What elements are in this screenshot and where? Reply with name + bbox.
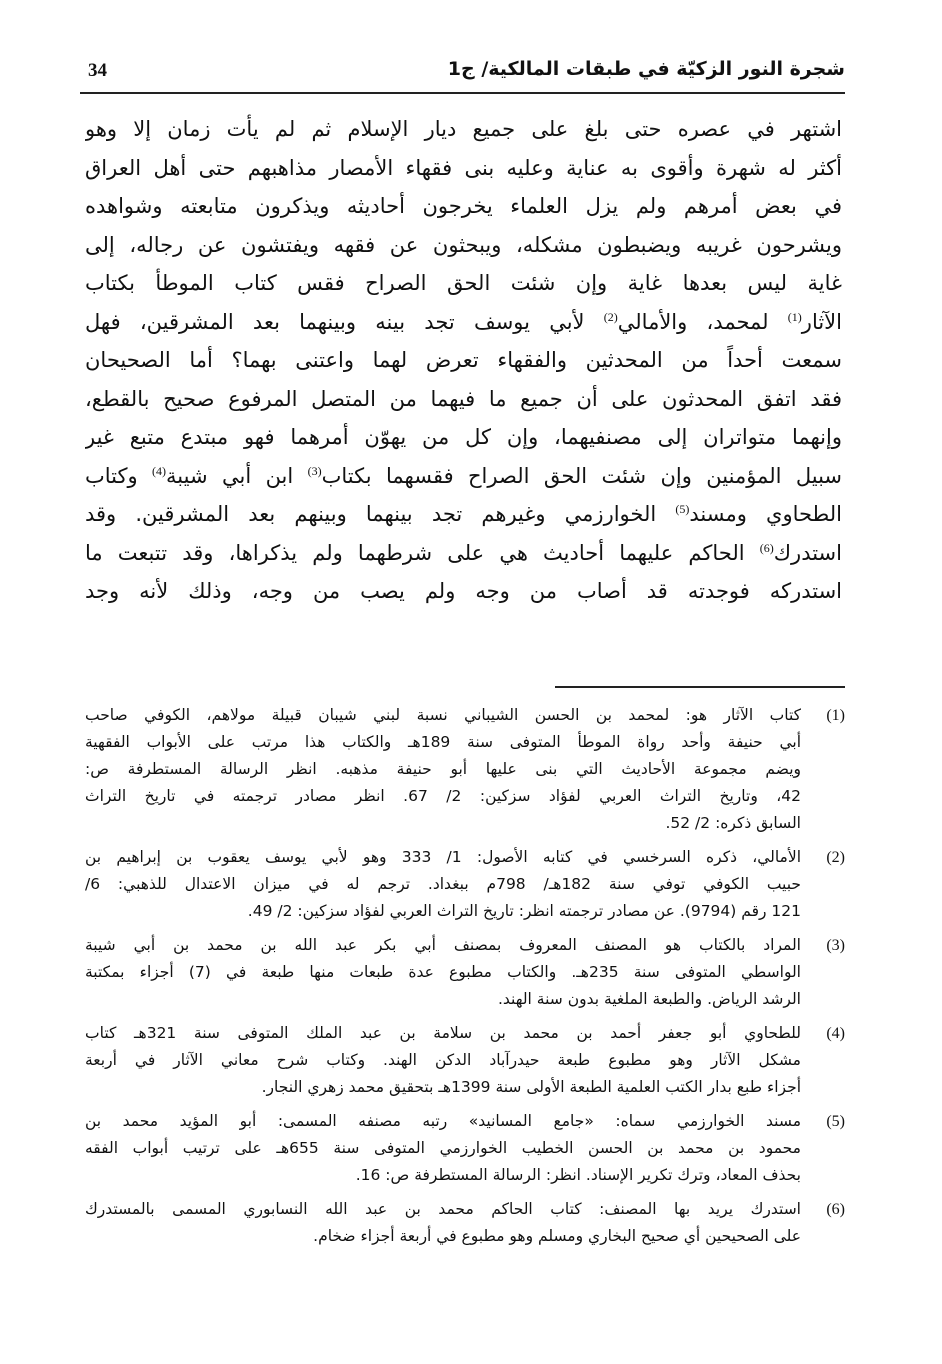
- footnote-ref: (1): [787, 309, 802, 324]
- footnote-line: 42، وتاريخ التراث العربي لفؤاد سزكين: 2/ 67. انظر مصادر ترجمته في تاريخ التراث: [85, 787, 801, 805]
- footnote-line: للطحاوي أبو جعفر أحمد بن محمد بن سلامة بن عبد الملك المتوفى سنة 321هـ كتاب: [85, 1024, 801, 1042]
- footnote-ref: (6): [759, 540, 774, 555]
- text-line: [85, 149, 842, 188]
- footnote: [85, 932, 845, 1013]
- footnote-line: بحذف المعاد، وترك تكرير الإسناد. انظر: الرسالة المستطرفة ص: 16.: [355, 1166, 801, 1184]
- footnote-number: (5): [826, 1113, 845, 1130]
- running-header: [80, 56, 845, 94]
- text-line: [85, 187, 842, 226]
- text-line: [85, 226, 842, 265]
- text-line: [85, 457, 842, 496]
- footnote-line: الأمالي، ذكره السرخسي في كتابه الأصول: 1/ 333 وهو لأبي يوسف يعقوب بن إبراهيم بن: [85, 848, 801, 866]
- text-line: [85, 572, 842, 611]
- footnote-ref: (4): [152, 463, 167, 478]
- text-line: [85, 341, 842, 380]
- footnote-number: (3): [826, 937, 845, 954]
- text-segment: ابن أبي شيبة: [166, 463, 308, 488]
- text-line: [85, 110, 842, 149]
- footnote-line: حبيب الكوفي توفي سنة 182هـ/ 798م ببغداد. ترجم له في ميزان الاعتدال للذهبي: 6/: [85, 875, 801, 893]
- text-line: [85, 418, 842, 457]
- text-segment: وإنهما متواتران إلى مصنفيهما، وإن كل من يهوّن أمرهما فهو مبتدع متبع غير: [85, 425, 842, 449]
- text-segment: لأبي يوسف تجد بينه وبينهما بعد المشرقين، فهل: [85, 309, 604, 334]
- footnote-number: (2): [826, 849, 845, 866]
- text-segment: استدركه فوجدته قد أصاب من وجه ولم يصب من وجه، وذلك لأنه وجد: [85, 579, 842, 603]
- text-segment: الحاكم عليهما أحاديث هي على شرطهما ولم يذكراها، وقد تتبعت ما: [85, 540, 760, 565]
- footnote-line: محمود بن محمد بن الحسن الخطيب الخوارزمي المتوفى سنة 655هـ على ترتيب أبواب الفقه: [85, 1139, 801, 1157]
- footnote: [85, 844, 845, 925]
- text-line: [85, 264, 842, 303]
- footnote-line: كتاب الآثار هو: لمحمد بن الحسن الشيباني نسبة لبني شيبان قبيلة مولاهم، الكوفي صاحب: [85, 706, 801, 724]
- footnote-ref: (3): [307, 463, 322, 478]
- footnote-ref: (2): [603, 309, 618, 324]
- footnote-line: مسند الخوارزمي سماه: «جامع المسانيد» رتبه مصنفه المسمى: أبو المؤيد محمد بن: [85, 1112, 801, 1130]
- text-segment: غاية ليس بعدها غاية وإن شئت الحق الصراح فقس كتاب الموطأ بكتاب: [85, 271, 842, 295]
- text-line: [85, 380, 842, 419]
- text-segment: ويشرحون غريبه ويضبطون مشكله، ويبحثون عن فقهه ويفتشون عن رجاله، إلى: [85, 232, 842, 257]
- footnote-line: أجزاء طبع بدار الكتب العلمية الطبعة الأولى سنة 1399هـ بتحقيق محمد زهري النجار.: [261, 1078, 801, 1096]
- text-segment: وكتاب: [85, 463, 153, 488]
- text-line: [85, 303, 842, 342]
- footnotes: [85, 702, 845, 1257]
- footnote-line: الواسطي المتوفى سنة 235هـ. والكتاب مطبوع عدة طبعات منها طبعة في (7) أجزاء بمكتبة: [85, 963, 801, 981]
- text-segment: فقد اتفق المحدثون على أن جميع ما فيهما من المتصل المرفوع صحيح بالقطع،: [85, 386, 842, 411]
- page-number: 34: [88, 60, 107, 81]
- footnote: [85, 1196, 845, 1250]
- text-segment: في بعض أمرهم ولم يزل العلماء يخرجون أحاديثه ويذكرون متابعته وشواهده: [85, 194, 842, 218]
- text-segment: الطحاوي ومسند: [689, 502, 842, 526]
- footnote-number: (6): [826, 1201, 845, 1218]
- text-line: [85, 534, 842, 573]
- footnote-number: (4): [826, 1025, 845, 1042]
- footnote-number: (1): [826, 707, 845, 724]
- footnote-line: 121 رقم (9794). عن مصادر ترجمته انظر: تاريخ التراث العربي لفؤاد سزكين: 2/ 49.: [247, 902, 801, 920]
- footnote: [85, 1108, 845, 1189]
- footnote-line: مشكل الآثار وهو مطبوع طبعة حيدرآباد الدكن الهند. وكتاب شرح معاني الآثار في أربعة: [85, 1051, 801, 1069]
- footnote-line: السابق ذكره: 2/ 52.: [665, 814, 801, 832]
- footnote-line: على الصحيحين أي صحيح البخاري ومسلم وهو مطبوع في أربعة أجزاء ضخام.: [313, 1227, 801, 1245]
- footnote-line: المراد بالكتاب هو المصنف المعروف بمصنف أبي بكر عبد الله بن محمد بن أبي شيبة: [85, 936, 801, 954]
- footnote-line: ويضم مجموعة الأحاديث التي بنى عليها أبو حنيفة مذهبه. انظر الرسالة المستطرفة ص:: [85, 760, 801, 778]
- text-segment: سبيل المؤمنين وإن شئت الحق الصراح فقسهما بكتاب: [321, 463, 842, 488]
- footnote: [85, 1020, 845, 1101]
- text-segment: اشتهر في عصره حتى بلغ على جميع ديار الإسلام ثم لم يأت زمان إلا وهو: [85, 117, 842, 141]
- footnote-line: استدرك يريد بها المصنف: كتاب الحاكم محمد بن عبد الله النسابوري المسمى بالمستدرك: [85, 1200, 801, 1218]
- text-segment: الآثار: [801, 309, 842, 334]
- text-segment: أكثر له شهرة وأقوى به عناية وعليه بنى فقهاء الأمصار مذاهبهم حتى أهل العراق: [85, 155, 842, 180]
- footnote: [85, 702, 845, 837]
- text-line: [85, 495, 842, 534]
- footnote-line: الرشد الرياض. والطبعة الملغية بدون سنة الهند.: [497, 990, 801, 1008]
- book-title: شجرة النور الزكيّة في طبقات المالكية/ ج1: [447, 58, 845, 80]
- text-segment: لمحمد، والأمالي: [617, 309, 788, 334]
- main-text: [85, 110, 842, 611]
- text-segment: استدرك: [773, 540, 842, 565]
- text-segment: الخوارزمي وغيرهم تجد بينهما وبينهم بعد المشرقين. وقد: [85, 502, 676, 526]
- text-segment: سمعت أحداً من المحدثين والفقهاء تعرض لهما واعتنى بهما؟ أما الصحيحان: [85, 348, 842, 372]
- footnote-ref: (5): [675, 502, 690, 516]
- footnote-separator: [555, 686, 845, 688]
- footnote-line: أبي حنيفة وأحد رواة الموطأ المتوفى سنة 189هـ والكتاب هذا مرتب على الأبواب الفقهية: [85, 733, 801, 751]
